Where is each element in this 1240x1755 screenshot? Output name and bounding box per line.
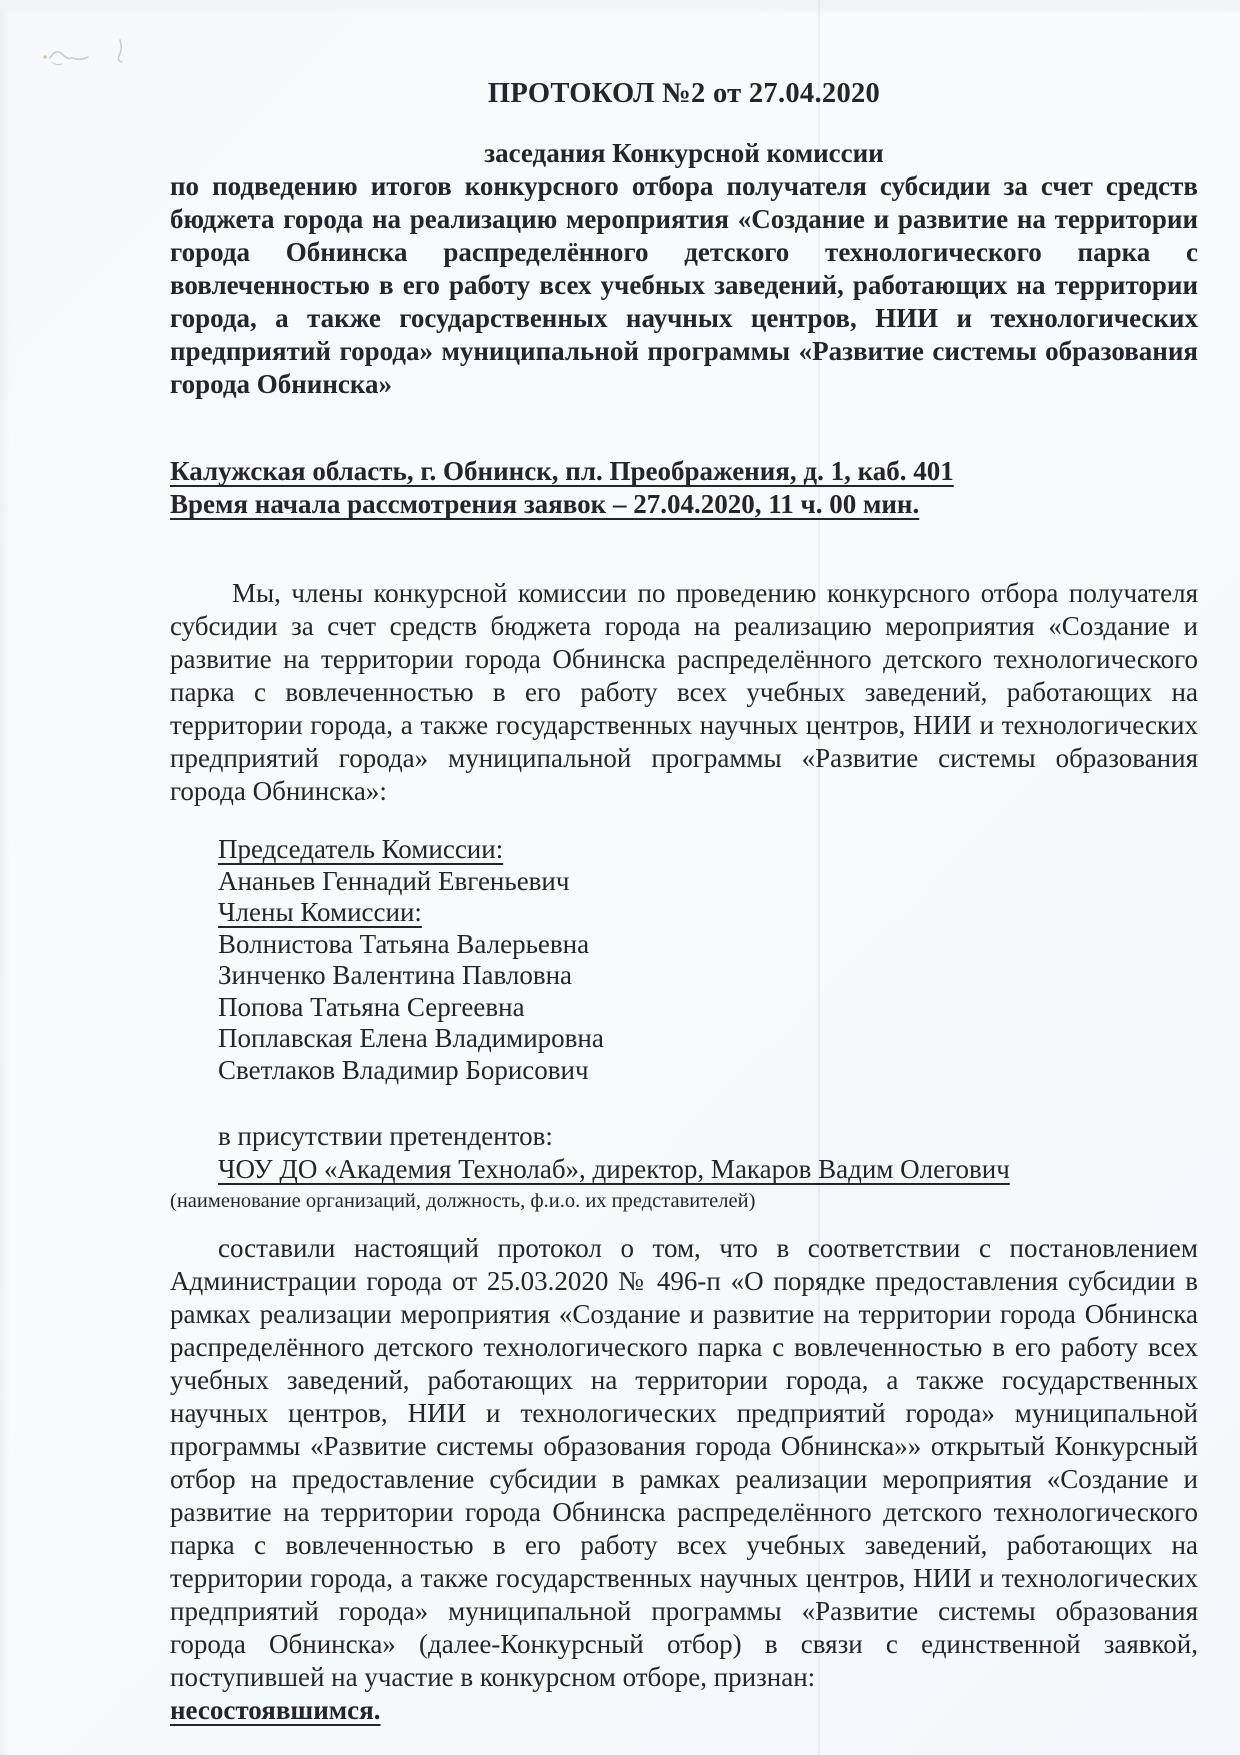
commission-roster — [218, 834, 1198, 1086]
attendees-label: в присутствии претендентов: — [218, 1121, 553, 1151]
member-name: Попова Татьяна Сергеевна — [218, 991, 525, 1022]
header-paragraph: по подведению итогов конкурсного отбора получателя субсидии за счет средств бюджета города на реализацию мероприятия «Создание и развитие на территории города Обнинска распределённого детского технологического парка с вовлеченностью в его работу всех учебных заведений, работающих на территории города, а также государственных научных центров, НИИ и технологических предприятий города» муниципальной программы «Развитие системы образования города Обнинска» — [170, 171, 1198, 399]
member-name: Поплавская Елена Владимировна — [218, 1023, 604, 1053]
document-content — [170, 78, 1198, 1727]
attendees-block — [170, 1120, 1198, 1216]
intro-paragraph: Мы, члены конкурсной комиссии по проведению конкурсного отбора получателя субсидии за счет средств бюджета города на реализацию мероприятия «Создание и развитие на территории города Обнинска распределённого детского технологического парка с вовлеченностью в его работу всех учебных заведений, работающих на территории города, а также государственных научных центров, НИИ и технологических предприятий города» муниципальной программы «Развитие системы образования города Обнинска»: — [170, 578, 1198, 806]
result-line — [170, 1694, 1198, 1727]
member-name: Волнистова Татьяна Валерьевна — [218, 928, 590, 959]
pencil-mark — [36, 26, 156, 76]
chairman-label: Председатель Комиссии: — [218, 834, 504, 864]
members-label: Члены Комиссии: — [218, 897, 422, 927]
meeting-details-block — [170, 455, 1198, 521]
attendee-line: ЧОУ ДО «Академия Технолаб», директор, Макаров Вадим Олегович — [218, 1154, 1010, 1184]
document-subtitle: заседания Конкурсной комиссии — [484, 138, 884, 168]
meeting-time-line: Время начала рассмотрения заявок – 27.04.2020, 11 ч. 00 мин. — [170, 489, 920, 519]
result-word: несостоявшимся. — [170, 1695, 381, 1725]
chairman-name: Ананьев Геннадий Евгеньевич — [218, 865, 570, 896]
member-name: Светлаков Владимир Борисович — [218, 1054, 589, 1085]
attendee-caption: (наименование организаций, должность, ф.и.о. их представителей) — [170, 1190, 756, 1212]
document-title: ПРОТОКОЛ №2 от 27.04.2020 — [487, 78, 881, 109]
body-paragraph: составили настоящий протокол о том, что в соответствии с постановлением Администрации города от 25.03.2020 № 496-п «О порядке предоставления субсидии в рамках реализации мероприятия «Создание и развитие на территории города Обнинска распределённого детского технологического парка с вовлеченностью в его работу всех учебных заведений, работающих на территории города, а также государственных научных центров, НИИ и технологических предприятий города» муниципальной программы «Развитие системы образования города Обнинска»» открытый Конкурсный отбор на предоставление субсидии в рамках реализации мероприятия «Создание и развитие на территории города Обнинска распределённого детского технологического парка с вовлеченностью в его работу всех учебных заведений, работающих на территории города, а также государственных научных центров, НИИ и технологических предприятий города» муниципальной программы «Развитие системы образования города Обнинска» (далее-Конкурсный отбор) в связи с единственной заявкой, поступившей на участие в конкурсном отборе, признан: — [170, 1233, 1198, 1692]
member-name: Зинченко Валентина Павловна — [218, 960, 573, 990]
meeting-location-line: Калужская область, г. Обнинск, пл. Преображения, д. 1, каб. 401 — [170, 456, 954, 486]
